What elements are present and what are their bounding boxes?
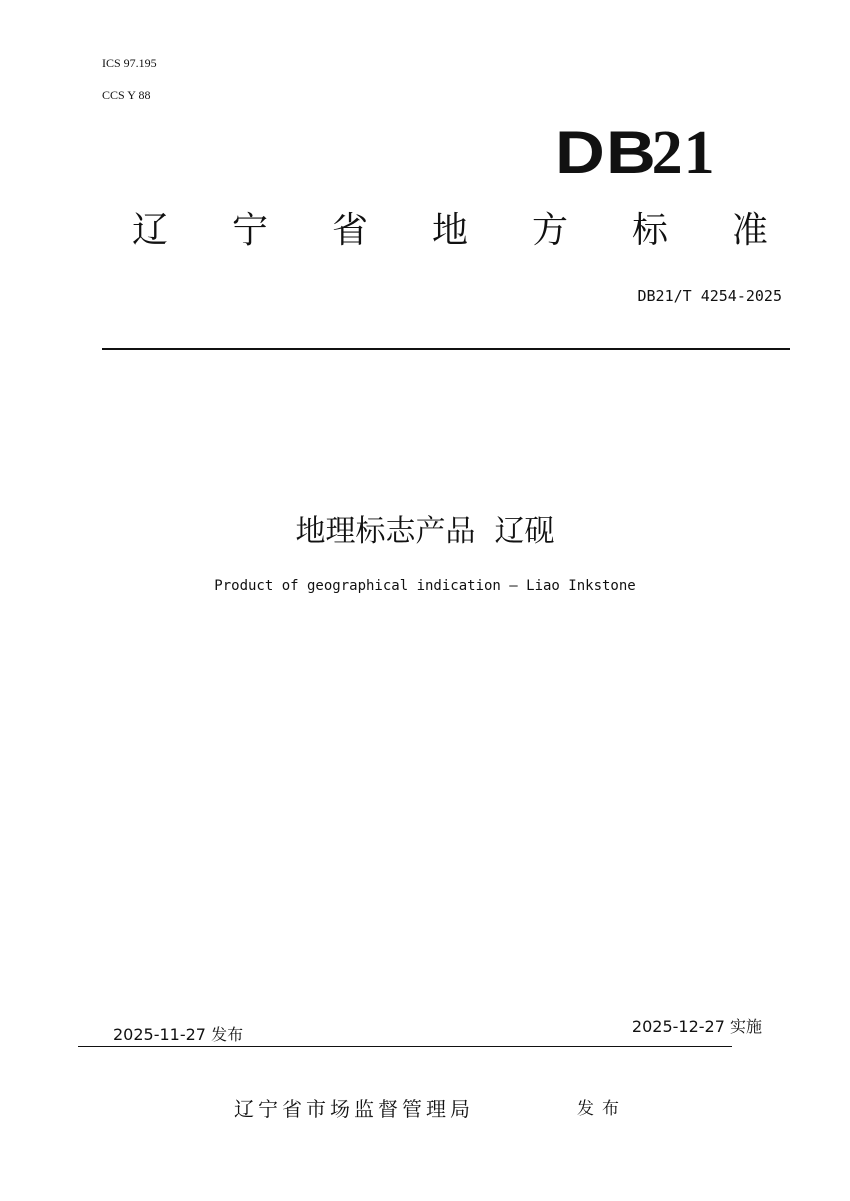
publish-label: 发布	[577, 1099, 627, 1119]
issue-date: 2025-11-27 发布	[113, 1025, 244, 1044]
header-divider	[102, 348, 790, 350]
logo-db-text: DB	[555, 119, 657, 186]
logo-number-text: 21	[651, 119, 716, 187]
standard-type-char: 宁	[231, 210, 268, 251]
publisher-name: 辽宁省市场监督管理局	[234, 1097, 474, 1121]
document-title-en: Product of geographical indication — Liao Inkstone	[214, 578, 636, 594]
ccs-code: CCS Y 88	[102, 88, 151, 102]
document-title-zh: 地理标志产品 辽砚	[295, 514, 555, 549]
standard-number: DB21/T 4254-2025	[637, 287, 782, 305]
standard-type-char: 辽	[131, 210, 168, 251]
standard-type-char: 地	[431, 210, 468, 251]
ics-code: ICS 97.195	[102, 56, 157, 70]
standard-type-char: 方	[531, 210, 568, 251]
standard-type-char: 省	[331, 210, 368, 251]
implementation-date: 2025-12-27 实施	[631, 1017, 762, 1036]
footer-divider	[78, 1046, 732, 1047]
standard-type-heading	[120, 205, 780, 257]
db21-logo	[555, 118, 745, 188]
standard-type-char: 标	[631, 210, 668, 251]
standard-type-char: 准	[731, 210, 768, 251]
